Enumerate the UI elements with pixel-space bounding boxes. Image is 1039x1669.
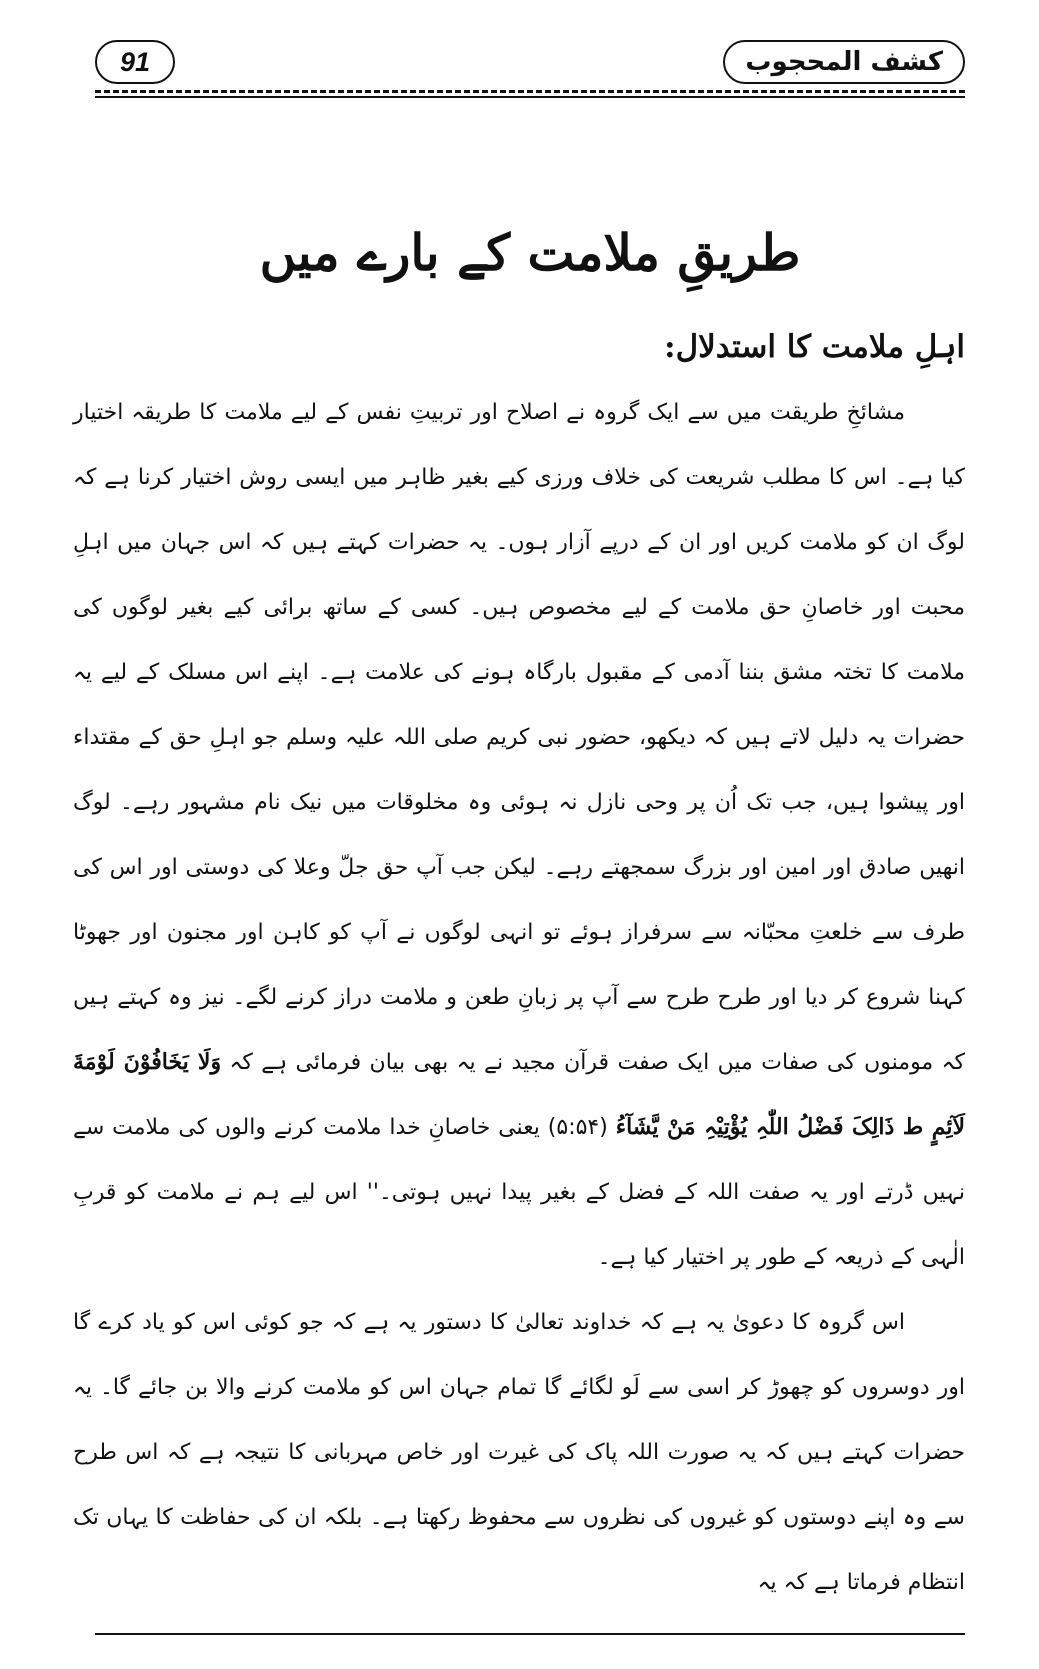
section-heading: اہلِ ملامت کا استدلال: [664, 329, 965, 365]
paragraph-2: اس گروہ کا دعویٰ یہ ہے کہ خداوند تعالیٰ کا دستور یہ ہے کہ جو کوئی اس کو یاد کرے گا اور دوسروں کو چھوڑ کر اسی سے لَو لگائے گا تمام جہان اس کو ملامت کرنے والا بن جائے گا۔ یہ حضرات کہتے ہیں کہ یہ صورت اللہ پاک کی غیرت اور خاص مہربانی کا نتیجہ ہے کہ اس طرح سے وہ اپنے دوستوں کو غیروں کی نظروں سے محفوظ رکھتا ہے۔ بلکہ ان کی حفاظت کا یہاں تک انتظام فرماتا ہے کہ یہ [73, 1310, 965, 1595]
page-number: 91 [95, 40, 175, 84]
header-rule [95, 96, 965, 98]
header-rule-dashed [95, 90, 965, 93]
book-title: كشف المحجوب [723, 40, 965, 84]
page-header [95, 38, 965, 98]
quran-verse: وَلَا یَخَافُوْنَ لَوْمَةَ لَآئِمٍ ط ذَالِکَ فَضْلُ اللّٰہِ یُؤْتِیْہِ مَنْ یَّشَآءُ [73, 1049, 966, 1140]
footer-rule [95, 1633, 965, 1635]
verse-reference: (۵:۵۴) [547, 1115, 608, 1140]
body-text [73, 380, 965, 1615]
paragraph-1-continuation: یعنی خاصانِ خدا ملامت کرنے والوں کی ملامت سے نہیں ڈرتے اور یہ صفت اللہ کے فضل کے بغیر پیدا نہیں ہوتی۔'' اس لیے ہم نے ملامت کو قربِ الٰہی کے ذریعہ کے طور پر اختیار کیا ہے۔ [73, 1115, 965, 1270]
paragraph-1 [73, 380, 965, 1290]
chapter-title: طریقِ ملامت کے بارے میں [259, 223, 801, 282]
paragraph-1-text: مشائخِ طریقت میں سے ایک گروہ نے اصلاح اور تربیتِ نفس کے لیے ملامت کا طریقہ اختیار کیا ہے۔ اس کا مطلب شریعت کی خلاف ورزی کیے بغیر ظاہر میں ایسی روش اختیار کرنا ہے کہ لوگ ان کو ملامت کریں اور ان کے درپے آزار ہوں۔ یہ حضرات کہتے ہیں کہ اس جہان میں اہلِ محبت اور خاصانِ حق ملامت کے لیے مخصوص ہیں۔ کسی کے ساتھ برائی کیے بغیر لوگوں کی ملامت کا تختہ مشق بننا آدمی کے مقبول بارگاہ ہونے کی علامت ہے۔ اپنے اس مسلک کے لیے یہ حضرات یہ دلیل لاتے ہیں کہ دیکھو، حضور نبی کریم صلی اللہ علیہ وسلم جو اہلِ حق کے مقتداء اور پیشوا ہیں، جب تک اُن پر وحی نازل نہ ہوئی وہ مخلوقات میں نیک نام مشہور رہے۔ لوگ انھیں صادق اور امین اور بزرگ سمجھتے رہے۔ لیکن جب آپ حق جلّ وعلا کی دوستی اور اس کی طرف سے خلعتِ محبّانہ سے سرفراز ہوئے تو انہی لوگوں نے آپ کو کاہن اور مجنون اور جھوٹا کہنا شروع کر دیا اور طرح طرح سے آپ پر زبانِ طعن و ملامت دراز کرنے لگے۔ نیز وہ کہتے ہیں کہ مومنوں کی صفات میں ایک صفت قرآن مجید نے یہ بھی بیان فرمائی ہے کہ [73, 400, 966, 1075]
